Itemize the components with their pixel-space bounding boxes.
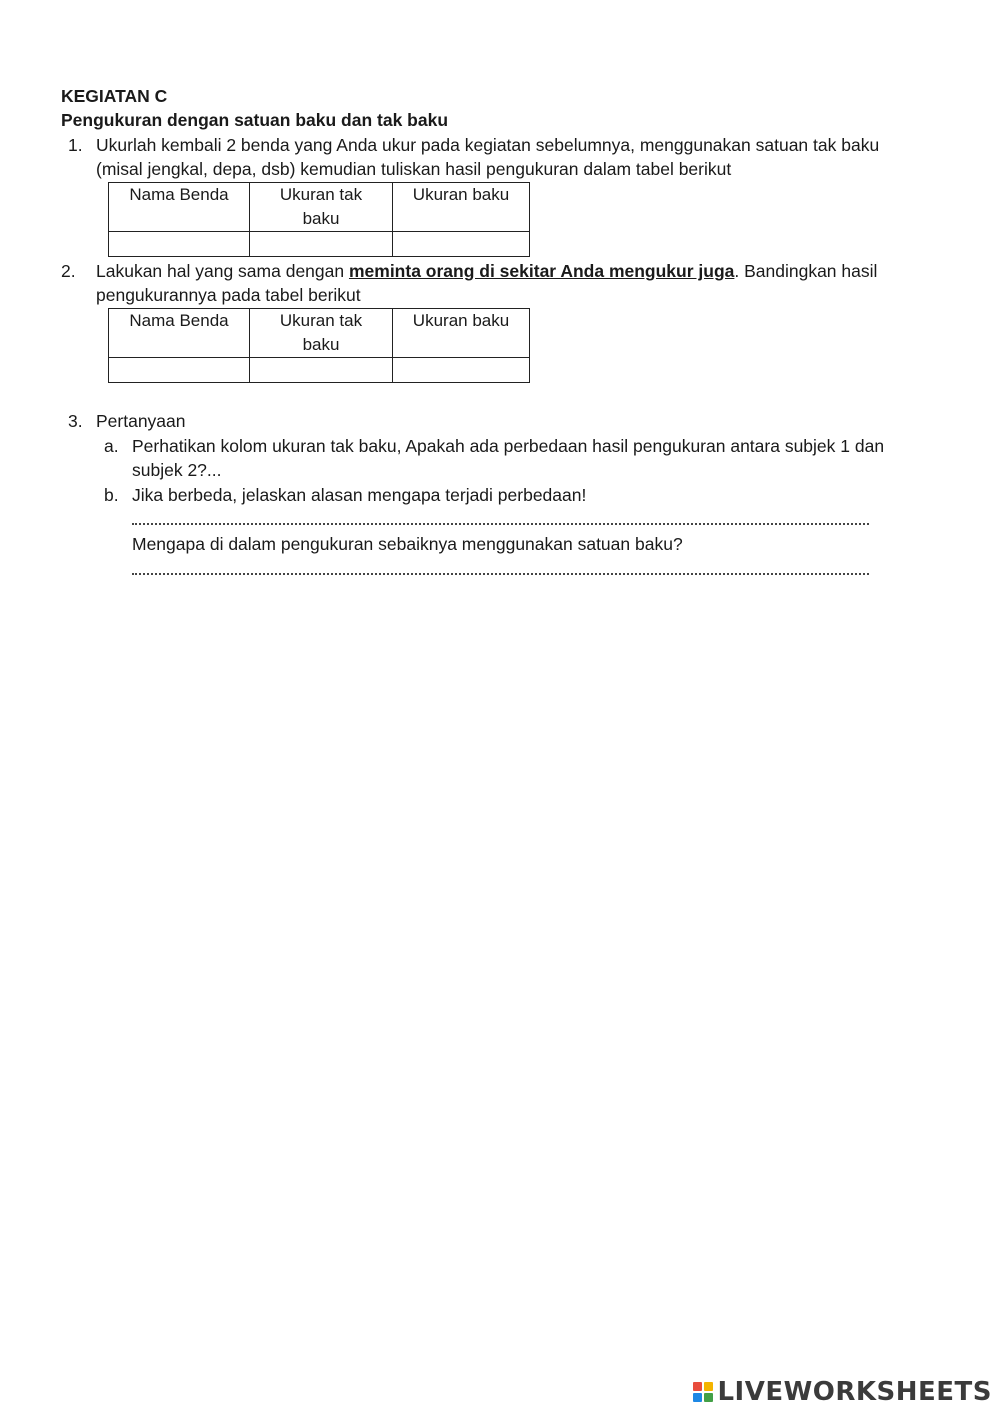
table-1-cell-nama-benda[interactable] xyxy=(109,232,250,257)
table-2-cell-nama-benda[interactable] xyxy=(109,358,250,383)
item-1-number: 1. xyxy=(68,135,83,155)
table-1-header-nama-benda: Nama Benda xyxy=(109,183,250,232)
question-b-label: b. xyxy=(104,485,119,505)
answer-line-c[interactable] xyxy=(132,573,869,575)
activity-subheading: Pengukuran dengan satuan baku dan tak baku xyxy=(61,110,449,130)
logo-square-1 xyxy=(693,1382,702,1391)
table-1-header-row xyxy=(109,183,530,232)
item-3-title: Pertanyaan xyxy=(96,411,186,431)
liveworksheets-logo-icon xyxy=(693,1382,713,1402)
table-1-answer-row xyxy=(109,232,530,257)
logo-square-2 xyxy=(704,1382,713,1391)
table-2-header-ukuran-baku: Ukuran baku xyxy=(393,309,530,358)
item-3-number: 3. xyxy=(68,411,83,431)
answer-line-b[interactable] xyxy=(132,523,869,525)
item-1-line-1: Ukurlah kembali 2 benda yang Anda ukur pada kegiatan sebelumnya, menggunakan satuan tak baku xyxy=(96,135,880,155)
logo-square-4 xyxy=(704,1393,713,1402)
table-1 xyxy=(108,182,530,257)
table-2 xyxy=(108,308,530,383)
item-2-text-pre: Lakukan hal yang sama dengan xyxy=(96,261,349,281)
question-c-text: Mengapa di dalam pengukuran sebaiknya menggunakan satuan baku? xyxy=(132,534,683,554)
question-a-line-1: Perhatikan kolom ukuran tak baku, Apakah ada perbedaan hasil pengukuran antara subjek 1 dan xyxy=(132,436,885,456)
item-2-line-2: pengukurannya pada tabel berikut xyxy=(96,285,361,305)
table-2-cell-ukuran-baku[interactable] xyxy=(393,358,530,383)
table-2-answer-row xyxy=(109,358,530,383)
liveworksheets-logo xyxy=(693,1377,992,1407)
table-2-cell-ukuran-tak-baku[interactable] xyxy=(250,358,393,383)
table-2-header-nama-benda: Nama Benda xyxy=(109,309,250,358)
activity-heading: KEGIATAN C xyxy=(61,86,168,106)
liveworksheets-logo-text: LIVEWORKSHEETS xyxy=(717,1377,992,1407)
item-2-text-emphasis: meminta orang di sekitar Anda mengukur juga xyxy=(348,261,735,281)
question-a-line-2: subjek 2?... xyxy=(132,460,222,480)
question-b-text: Jika berbeda, jelaskan alasan mengapa terjadi perbedaan! xyxy=(132,485,587,505)
table-1-header-ukuran-tak-baku: Ukuran tak baku xyxy=(250,183,393,232)
question-a-label: a. xyxy=(104,436,119,456)
item-2-text-post: . Bandingkan hasil xyxy=(734,261,878,281)
table-1-cell-ukuran-baku[interactable] xyxy=(393,232,530,257)
table-1-cell-ukuran-tak-baku[interactable] xyxy=(250,232,393,257)
item-2-number: 2. xyxy=(61,261,76,281)
item-1-line-2: (misal jengkal, depa, dsb) kemudian tuliskan hasil pengukuran dalam tabel berikut xyxy=(96,159,732,179)
table-2-header-row xyxy=(109,309,530,358)
logo-square-3 xyxy=(693,1393,702,1402)
table-2-header-ukuran-tak-baku: Ukuran tak baku xyxy=(250,309,393,358)
item-2-line-1 xyxy=(96,259,877,283)
table-1-header-ukuran-baku: Ukuran baku xyxy=(393,183,530,232)
